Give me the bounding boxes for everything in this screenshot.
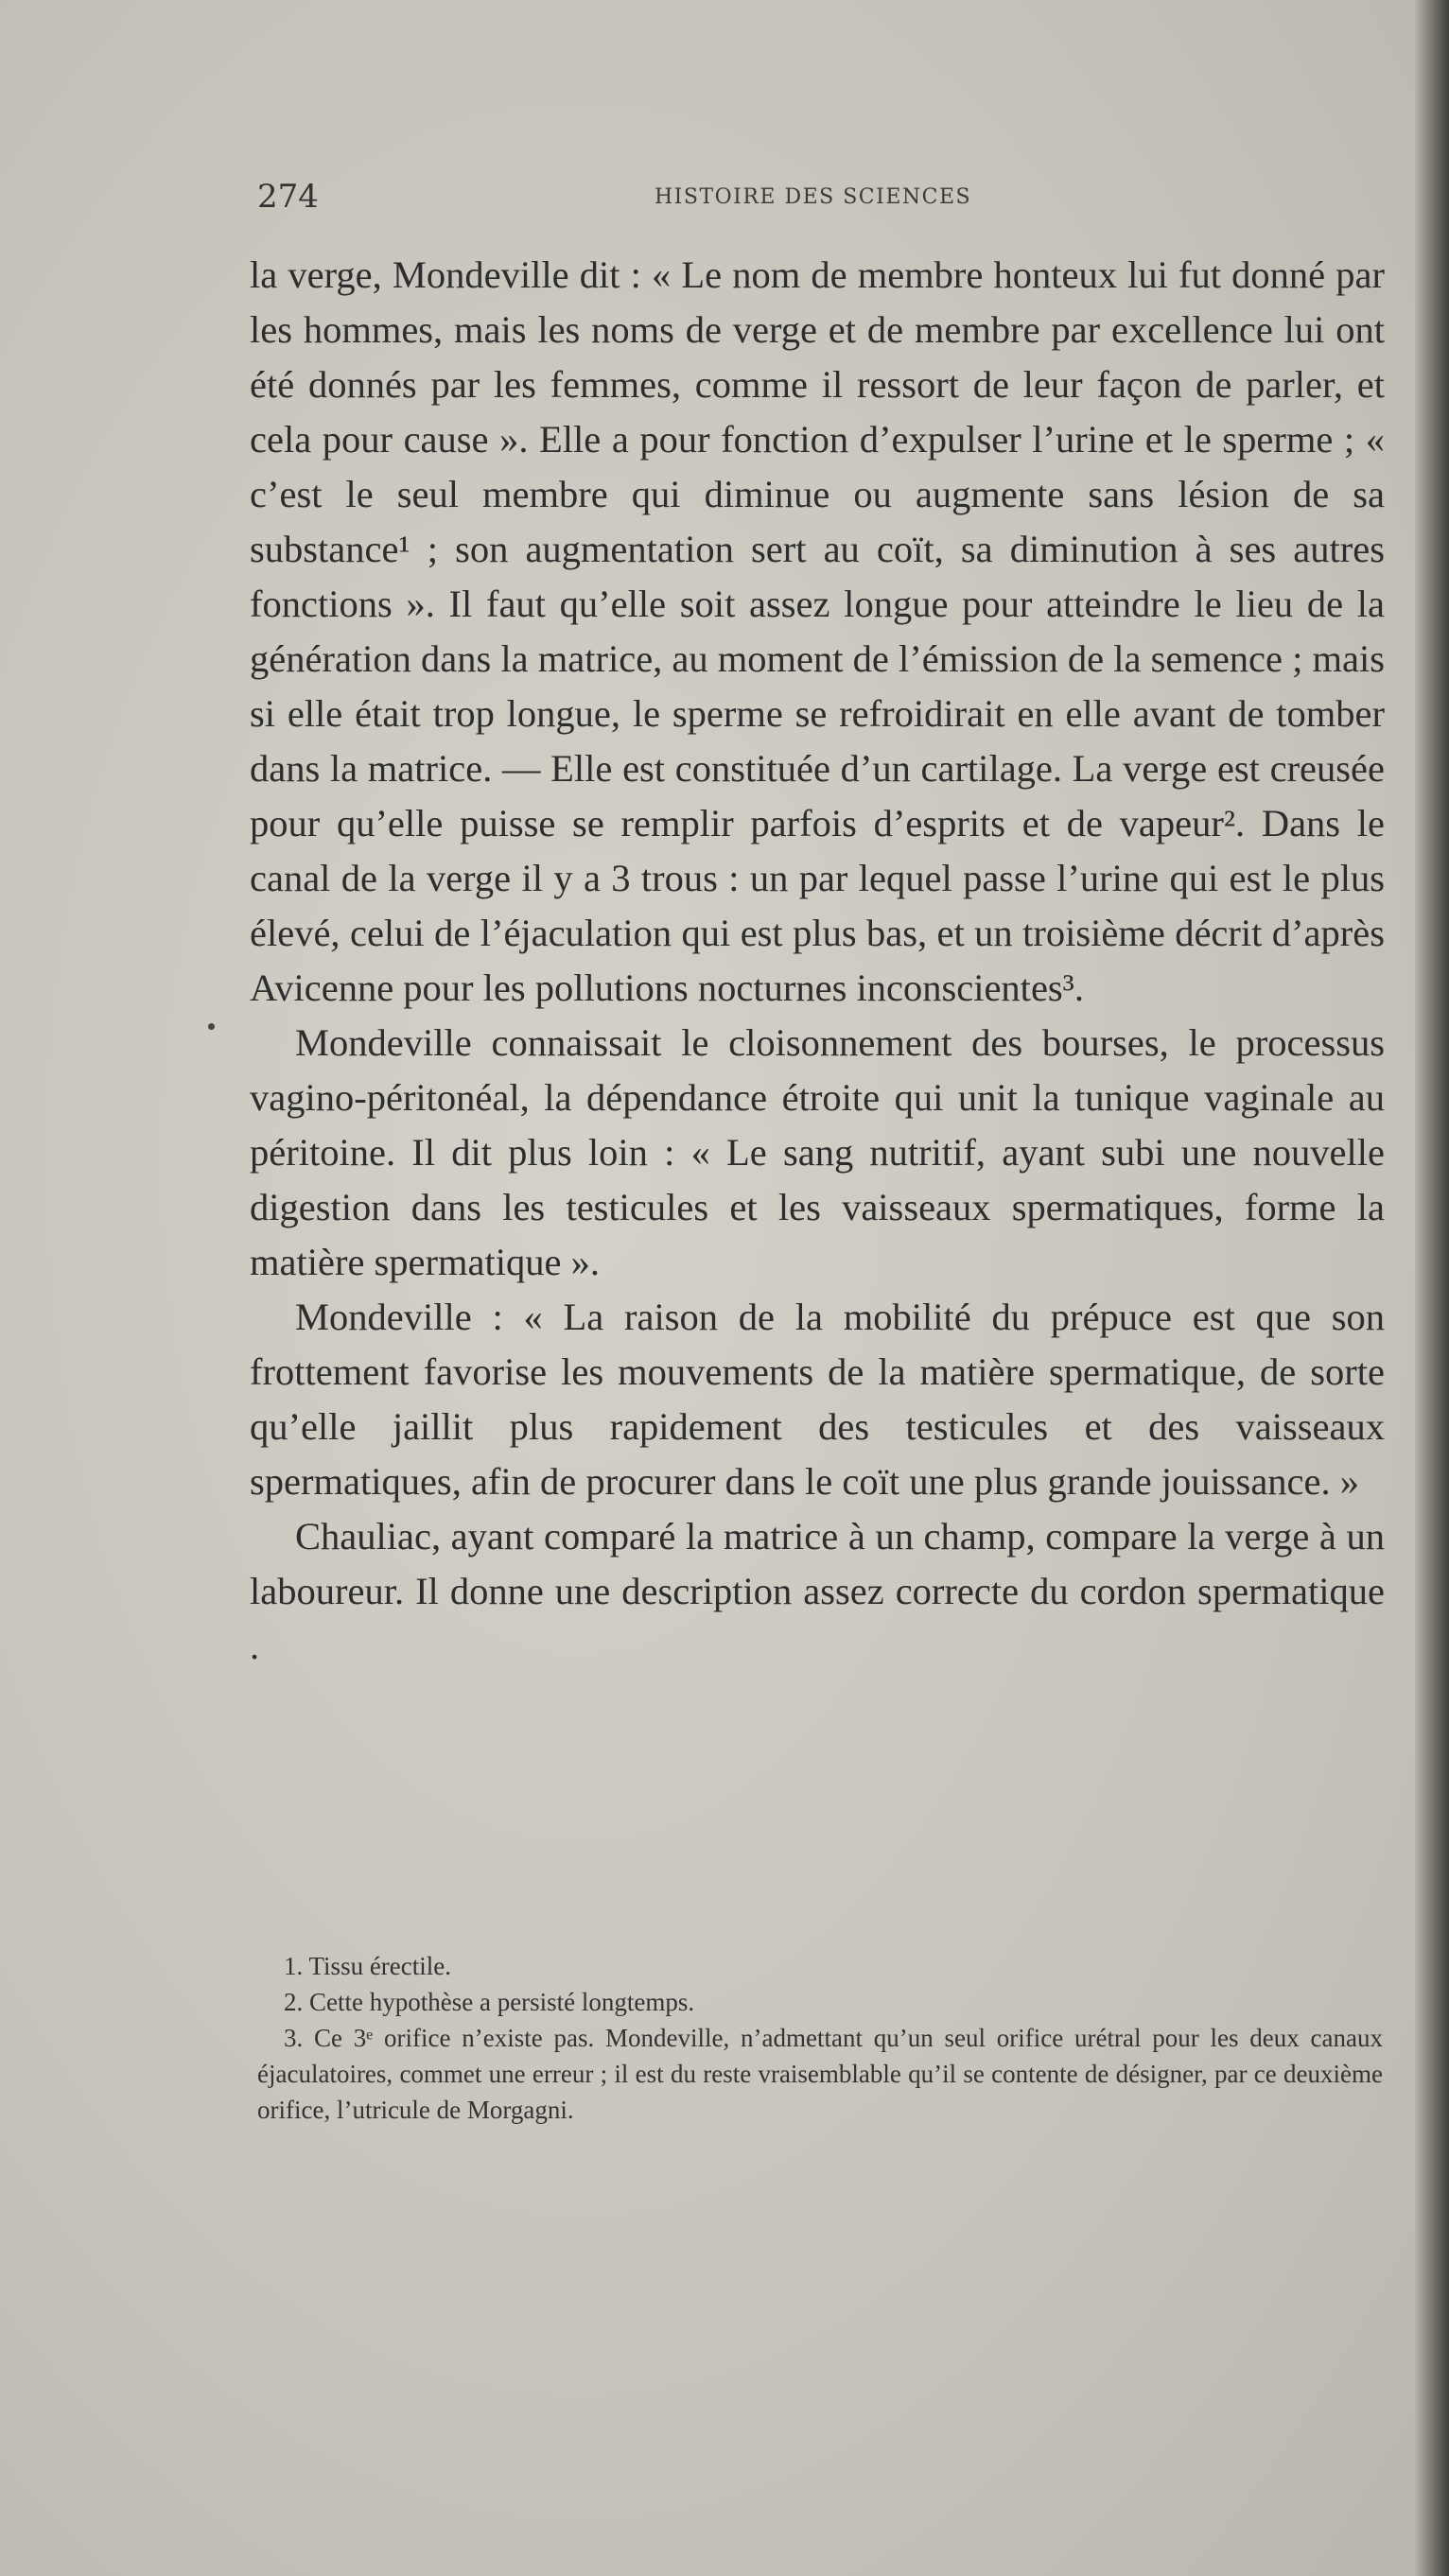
- page-number: 274: [257, 178, 319, 216]
- footnote: 2. Cette hypothèse a persisté longtemps.: [284, 1988, 695, 2016]
- running-title: HISTOIRE DES SCIENCES: [655, 185, 972, 209]
- paragraph: Chauliac, ayant comparé la matrice à un champ, compare la verge à un laboureur. Il donne une description assez correcte du cordon spermatique .: [250, 1515, 1385, 1667]
- footnotes: [257, 1948, 1383, 2128]
- main-text: [250, 248, 1385, 1674]
- paragraph: Mondeville : « La raison de la mobilité du prépuce est que son frottement favorise les mouvements de la matière spermatique, de sorte qu’elle jaillit plus rapidement des testicules et des vaisseaux spermatiques, afin de procurer dans le coït une plus grande jouissance. »: [250, 1296, 1385, 1503]
- page-edge-shadow: [1415, 0, 1449, 2576]
- footnote: 1. Tissu érectile.: [284, 1952, 452, 1980]
- paragraph: Mondeville connaissait le cloisonnement des bourses, le processus vagino-péritonéal, la dépendance étroite qui unit la tunique vaginale au péritoine. Il dit plus loin : « Le sang nutritif, ayant subi une nouvelle digestion dans les testicules et les vaisseaux spermatiques, forme la matière spermatique ».: [250, 1021, 1385, 1283]
- page-header: [257, 178, 1373, 225]
- paragraph: la verge, Mondeville dit : « Le nom de membre honteux lui fut donné par les hommes, mais les noms de verge et de membre par excellence lui ont été donnés par les femmes, comme il ressort de leur façon de parler, et cela pour cause ». Elle a pour fonction d’expulser l’urine et le sperme ; « c’est le seul membre qui diminue ou augmente sans lésion de sa substance¹ ; son augmentation sert au coït, sa diminution à ses autres fonctions ». Il faut qu’elle soit assez longue pour atteindre le lieu de la génération dans la matrice, au moment de l’émission de la semence ; mais si elle était trop longue, le sperme se refroidirait en elle avant de tomber dans la matrice. — Elle est constituée d’un cartilage. La verge est creusée pour qu’elle puisse se remplir parfois d’esprits et de vapeur². Dans le canal de la verge il y a 3 trous : un par lequel passe l’urine qui est le plus élevé, celui de l’éjaculation qui est plus bas, et un troisième décrit d’après Avicenne pour les pollutions nocturnes inconscientes³.: [250, 253, 1385, 1009]
- footnote: 3. Ce 3ᵉ orifice n’existe pas. Mondeville, n’admettant qu’un seul orifice urétral pour les deux canaux éjaculatoires, commet une erreur ; il est du reste vraisemblable qu’il se contente de désigner, par ce deuxième orifice, l’utricule de Morgagni.: [257, 2024, 1383, 2124]
- margin-mark: [208, 1023, 215, 1030]
